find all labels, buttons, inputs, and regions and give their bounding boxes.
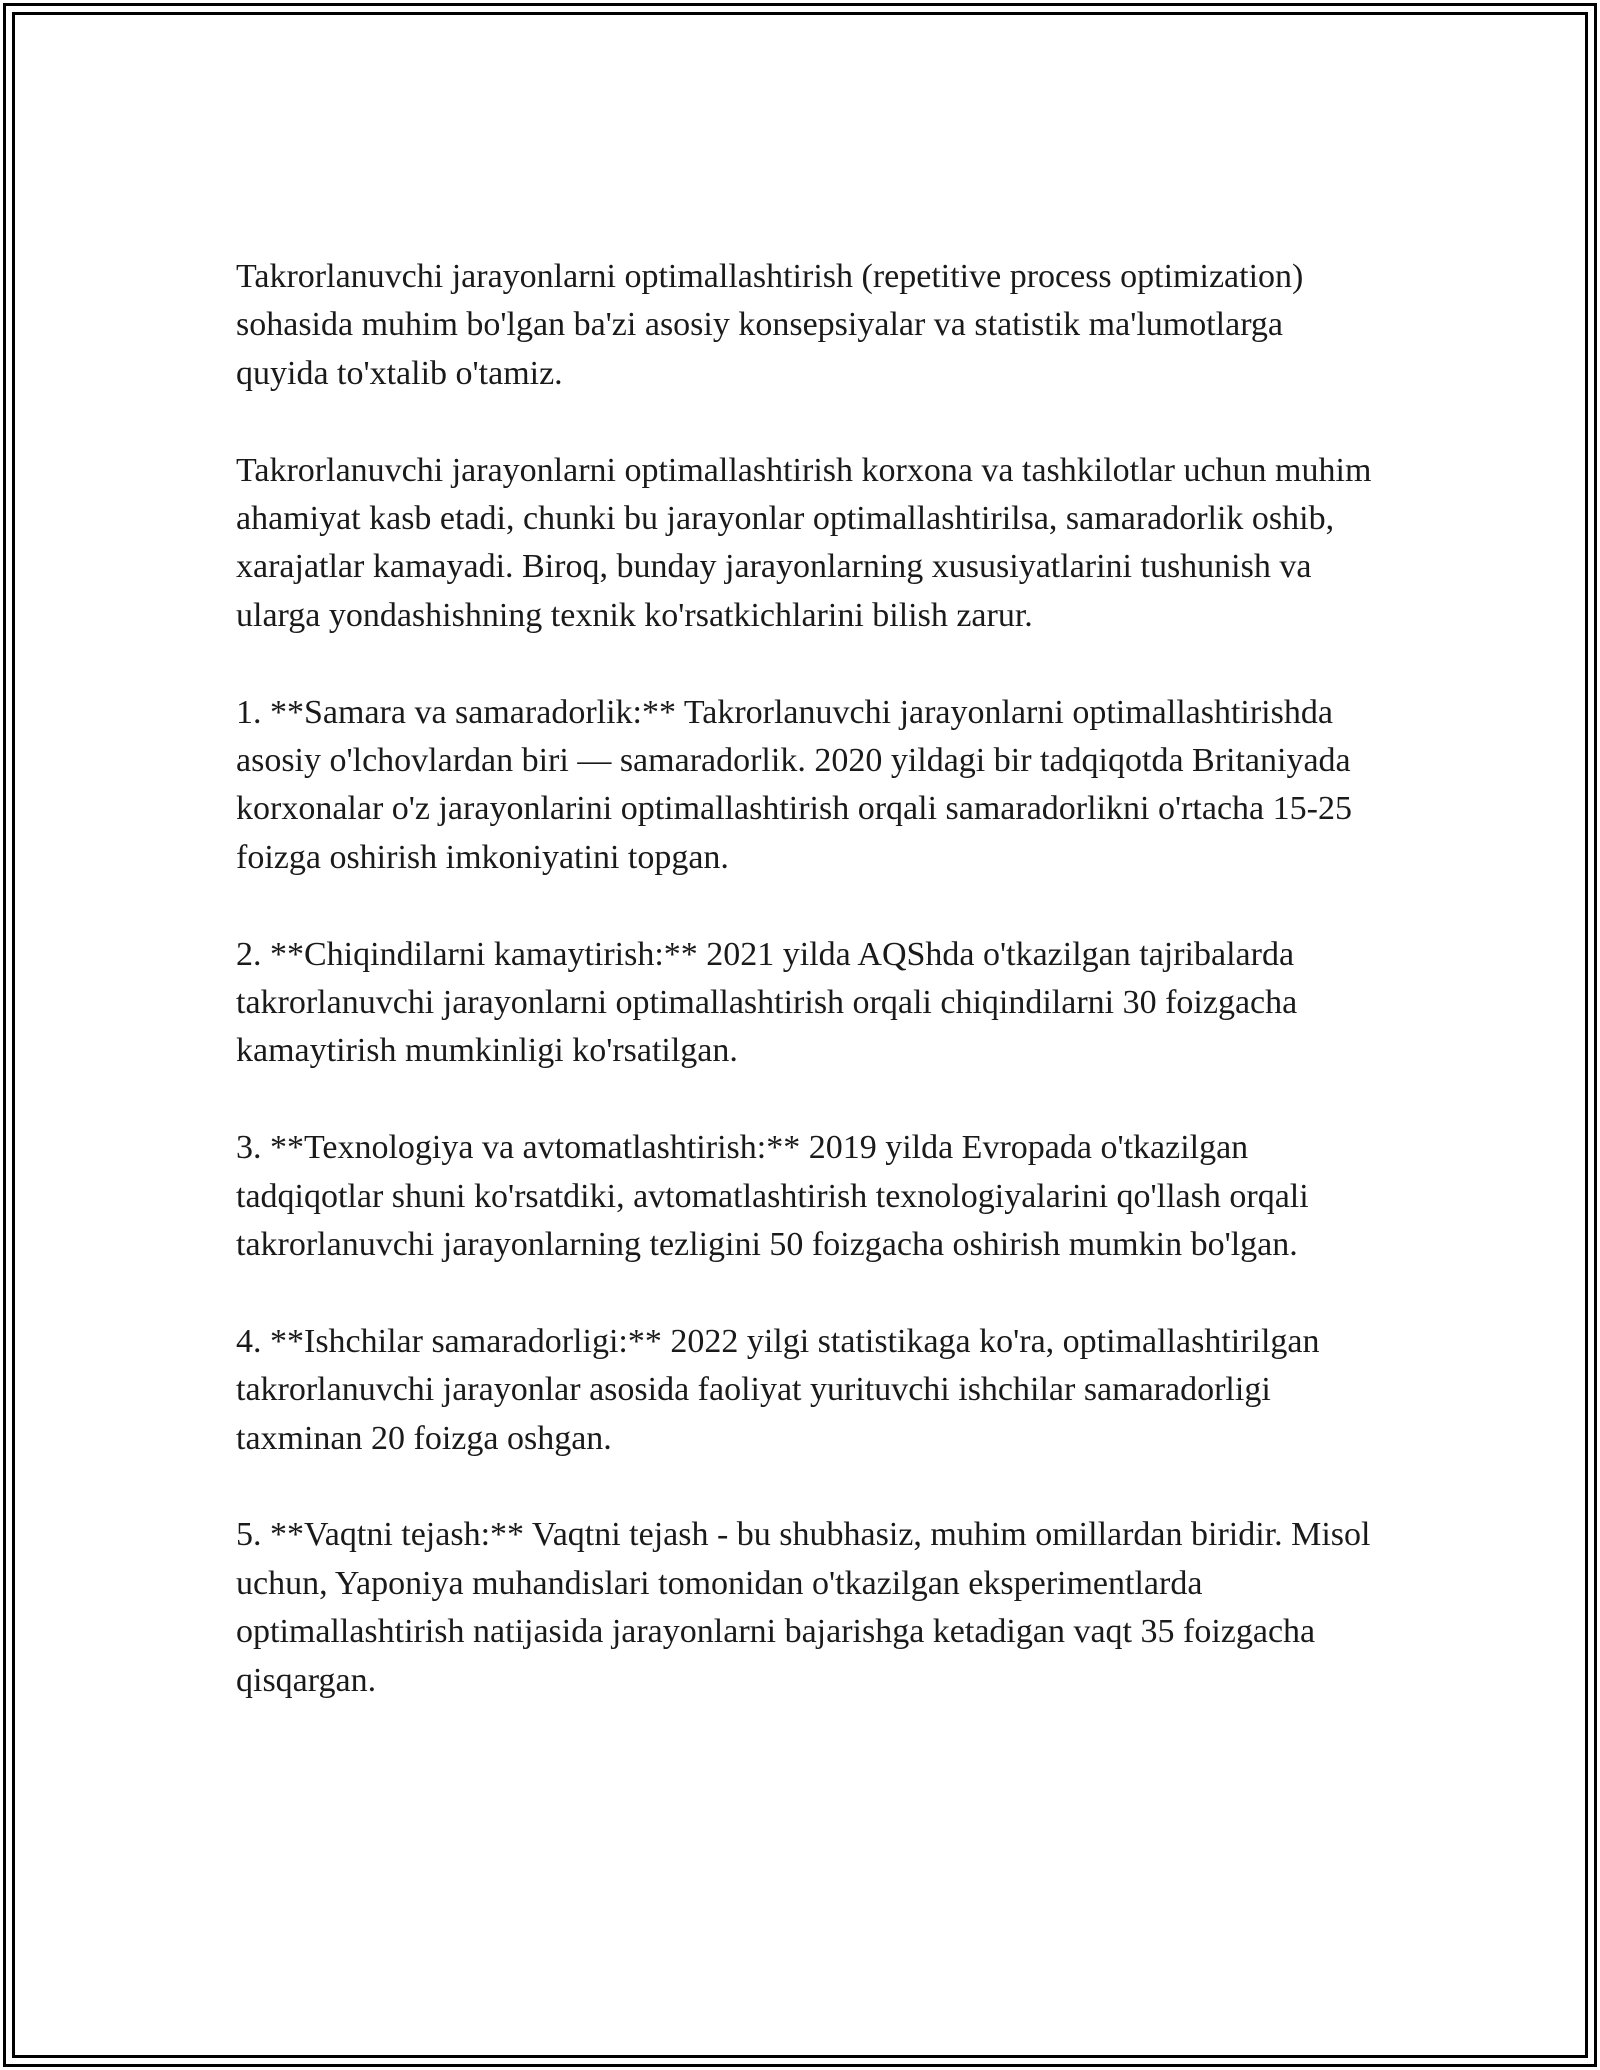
list-item-efficiency: 1. **Samara va samaradorlik:** Takrorlanuvchi jarayonlarni optimallashtirishda asosiy o'lchovlardan biri — samaradorlik. 2020 yildagi bir tadqiqotda Britaniyada korxonalar o'z jarayonlarini optimallashtirish orqali samaradorlikni o'rtacha 15-25 foizga oshirish imkoniyatini topgan. <box>236 693 1352 876</box>
list-item-waste-reduction: 2. **Chiqindilarni kamaytirish:** 2021 yilda AQShda o'tkazilgan tajribalarda takrorlanuvchi jarayonlarni optimallashtirish orqali chiqindilarni 30 foizgacha kamaytirish mumkinligi ko'rsatilgan. <box>236 935 1298 1070</box>
intro-paragraph: Takrorlanuvchi jarayonlarni optimallashtirish (repetitive process optimization) sohasida muhim bo'lgan ba'zi asosiy konsepsiyalar va statistik ma'lumotlarga quyida to'xtalib o'tamiz. <box>236 258 1304 392</box>
context-paragraph: Takrorlanuvchi jarayonlarni optimallashtirish korxona va tashkilotlar uchun muhim ahamiyat kasb etadi, chunki bu jarayonlar optimallashtirilsa, samaradorlik oshib, xarajatlar kamayadi. Biroq, bunday jarayonlarning xususiyatlarini tushunish va ularga yondashishning texnik ko'rsatkichlarini bilish zarur. <box>236 451 1372 634</box>
document-body <box>236 253 1376 1753</box>
list-item-automation: 3. **Texnologiya va avtomatlashtirish:** 2019 yilda Evropada o'tkazilgan tadqiqotlar shuni ko'rsatdiki, avtomatlashtirish texnologiyalarini qo'llash orqali takrorlanuvchi jarayonlarning tezligini 50 foizgacha oshirish mumkin bo'lgan. <box>236 1129 1309 1264</box>
list-item-worker-productivity: 4. **Ishchilar samaradorligi:** 2022 yilgi statistikaga ko'ra, optimallashtirilgan takrorlanuvchi jarayonlar asosida faoliyat yurituvchi ishchilar samaradorligi taxminan 20 foizga oshgan. <box>236 1322 1320 1457</box>
list-item-time-saving: 5. **Vaqtni tejash:** Vaqtni tejash - bu shubhasiz, muhim omillardan biridir. Misol uchun, Yaponiya muhandislari tomonidan o'tkazilgan eksperimentlarda optimallashtirish natijasida jarayonlarni bajarishga ketadigan vaqt 35 foizgacha qisqargan. <box>236 1516 1371 1699</box>
